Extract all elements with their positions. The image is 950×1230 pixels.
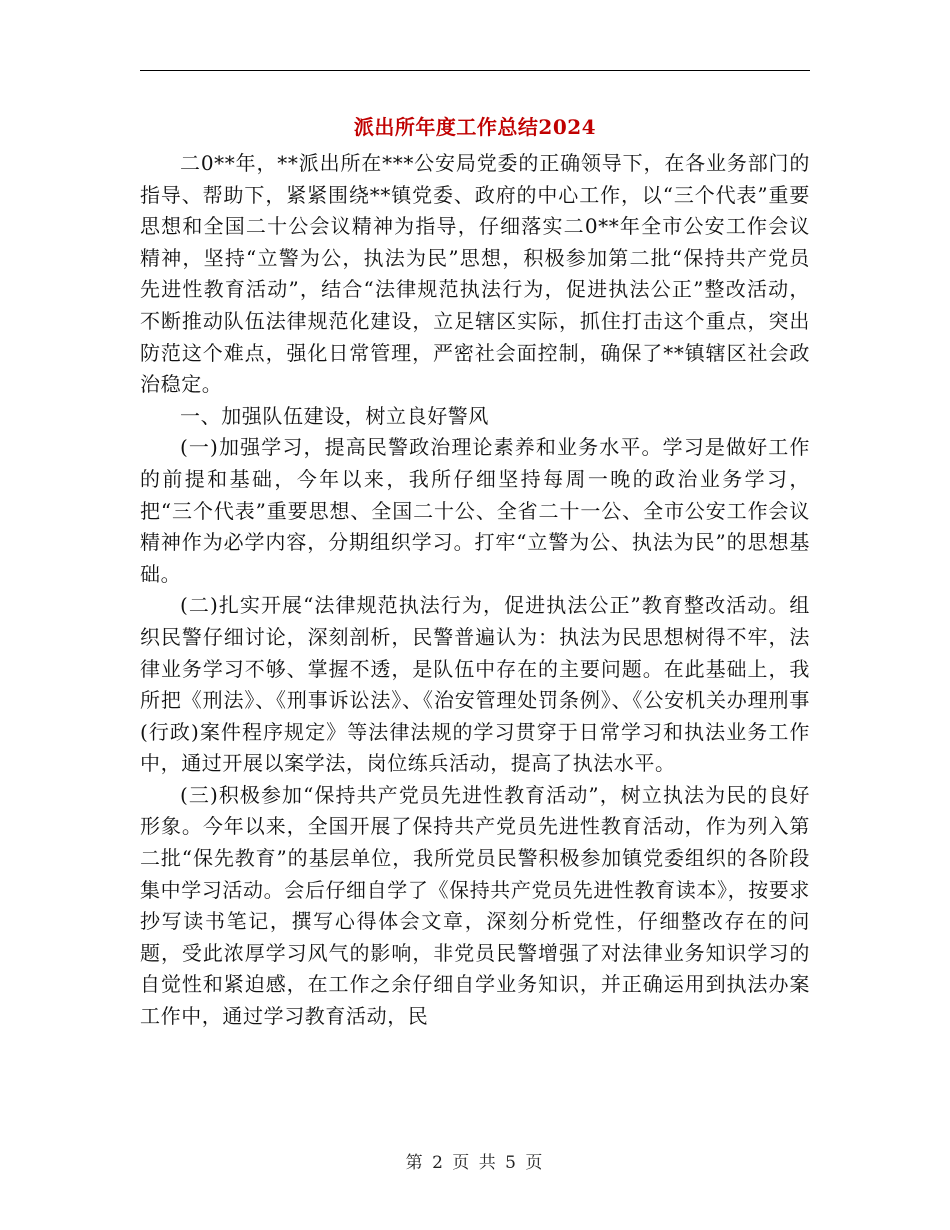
paragraph-subsection-1: (一)加强学习，提高民警政治理论素养和业务水平。学习是做好工作的前提和基础，今年以来，我所仔细坚持每周一晚的政治业务学习，把“三个代表”重要思想、全国二十公、全省二十一公、全市公安工作会议精神作为必学内容，分期组织学习。打牢“立警为公、执法为民”的思想基础。 <box>140 435 810 586</box>
paragraph-subsection-3: (三)积极参加“保持共产党员先进性教育活动”，树立执法为民的良好形象。今年以来，全国开展了保持共产党员先进性教育活动，作为列入第二批“保先教育”的基层单位，我所党员民警积极参加镇党委组织的各阶段集中学习活动。会后仔细自学了《保持共产党员先进性教育读本》，按要求抄写读书笔记，撰写心得体会文章，深刻分析党性，仔细整改存在的问题，受此浓厚学习风气的影响，非党员民警增强了对法律业务知识学习的自觉性和紧迫感，在工作之余仔细自学业务知识，并正确运用到执法办案工作中，通过学习教育活动，民 <box>140 782 810 1029</box>
header-rule <box>140 70 810 71</box>
document-body <box>140 148 810 1033</box>
page-number-footer: 第 2 页 共 5 页 <box>405 1153 545 1173</box>
section-heading-1: 一、加强队伍建设，树立良好警风 <box>180 403 489 428</box>
paragraph-subsection-2: (二)扎实开展“法律规范执法行为，促进执法公正”教育整改活动。组织民警仔细讨论，深刻剖析，民警普遍认为：执法为民思想树得不牢，法律业务学习不够、掌握不透，是队伍中存在的主要问题。在此基础上，我所把《刑法》、《刑事诉讼法》、《治安管理处罚条例》、《公安机关办理刑事(行政)案件程序规定》等法律法规的学习贯穿于日常学习和执法业务工作中，通过开展以案学法，岗位练兵活动，提高了执法水平。 <box>140 593 810 776</box>
paragraph-intro: 二0**年，**派出所在***公安局党委的正确领导下，在各业务部门的指导、帮助下，紧紧围绕**镇党委、政府的中心工作，以“三个代表”重要思想和全国二十公会议精神为指导，仔细落实二0**年全市公安工作会议精神，坚持“立警为公，执法为民”思想，积极参加第二批“保持共产党员先进性教育活动”，结合“法律规范执法行为，促进执法公正”整改活动，不断推动队伍法律规范化建设，立足辖区实际，抓住打击这个重点，突出防范这个难点，强化日常管理，严密社会面控制，确保了**镇辖区社会政治稳定。 <box>140 151 810 397</box>
document-title: 派出所年度工作总结2024 <box>353 115 597 139</box>
